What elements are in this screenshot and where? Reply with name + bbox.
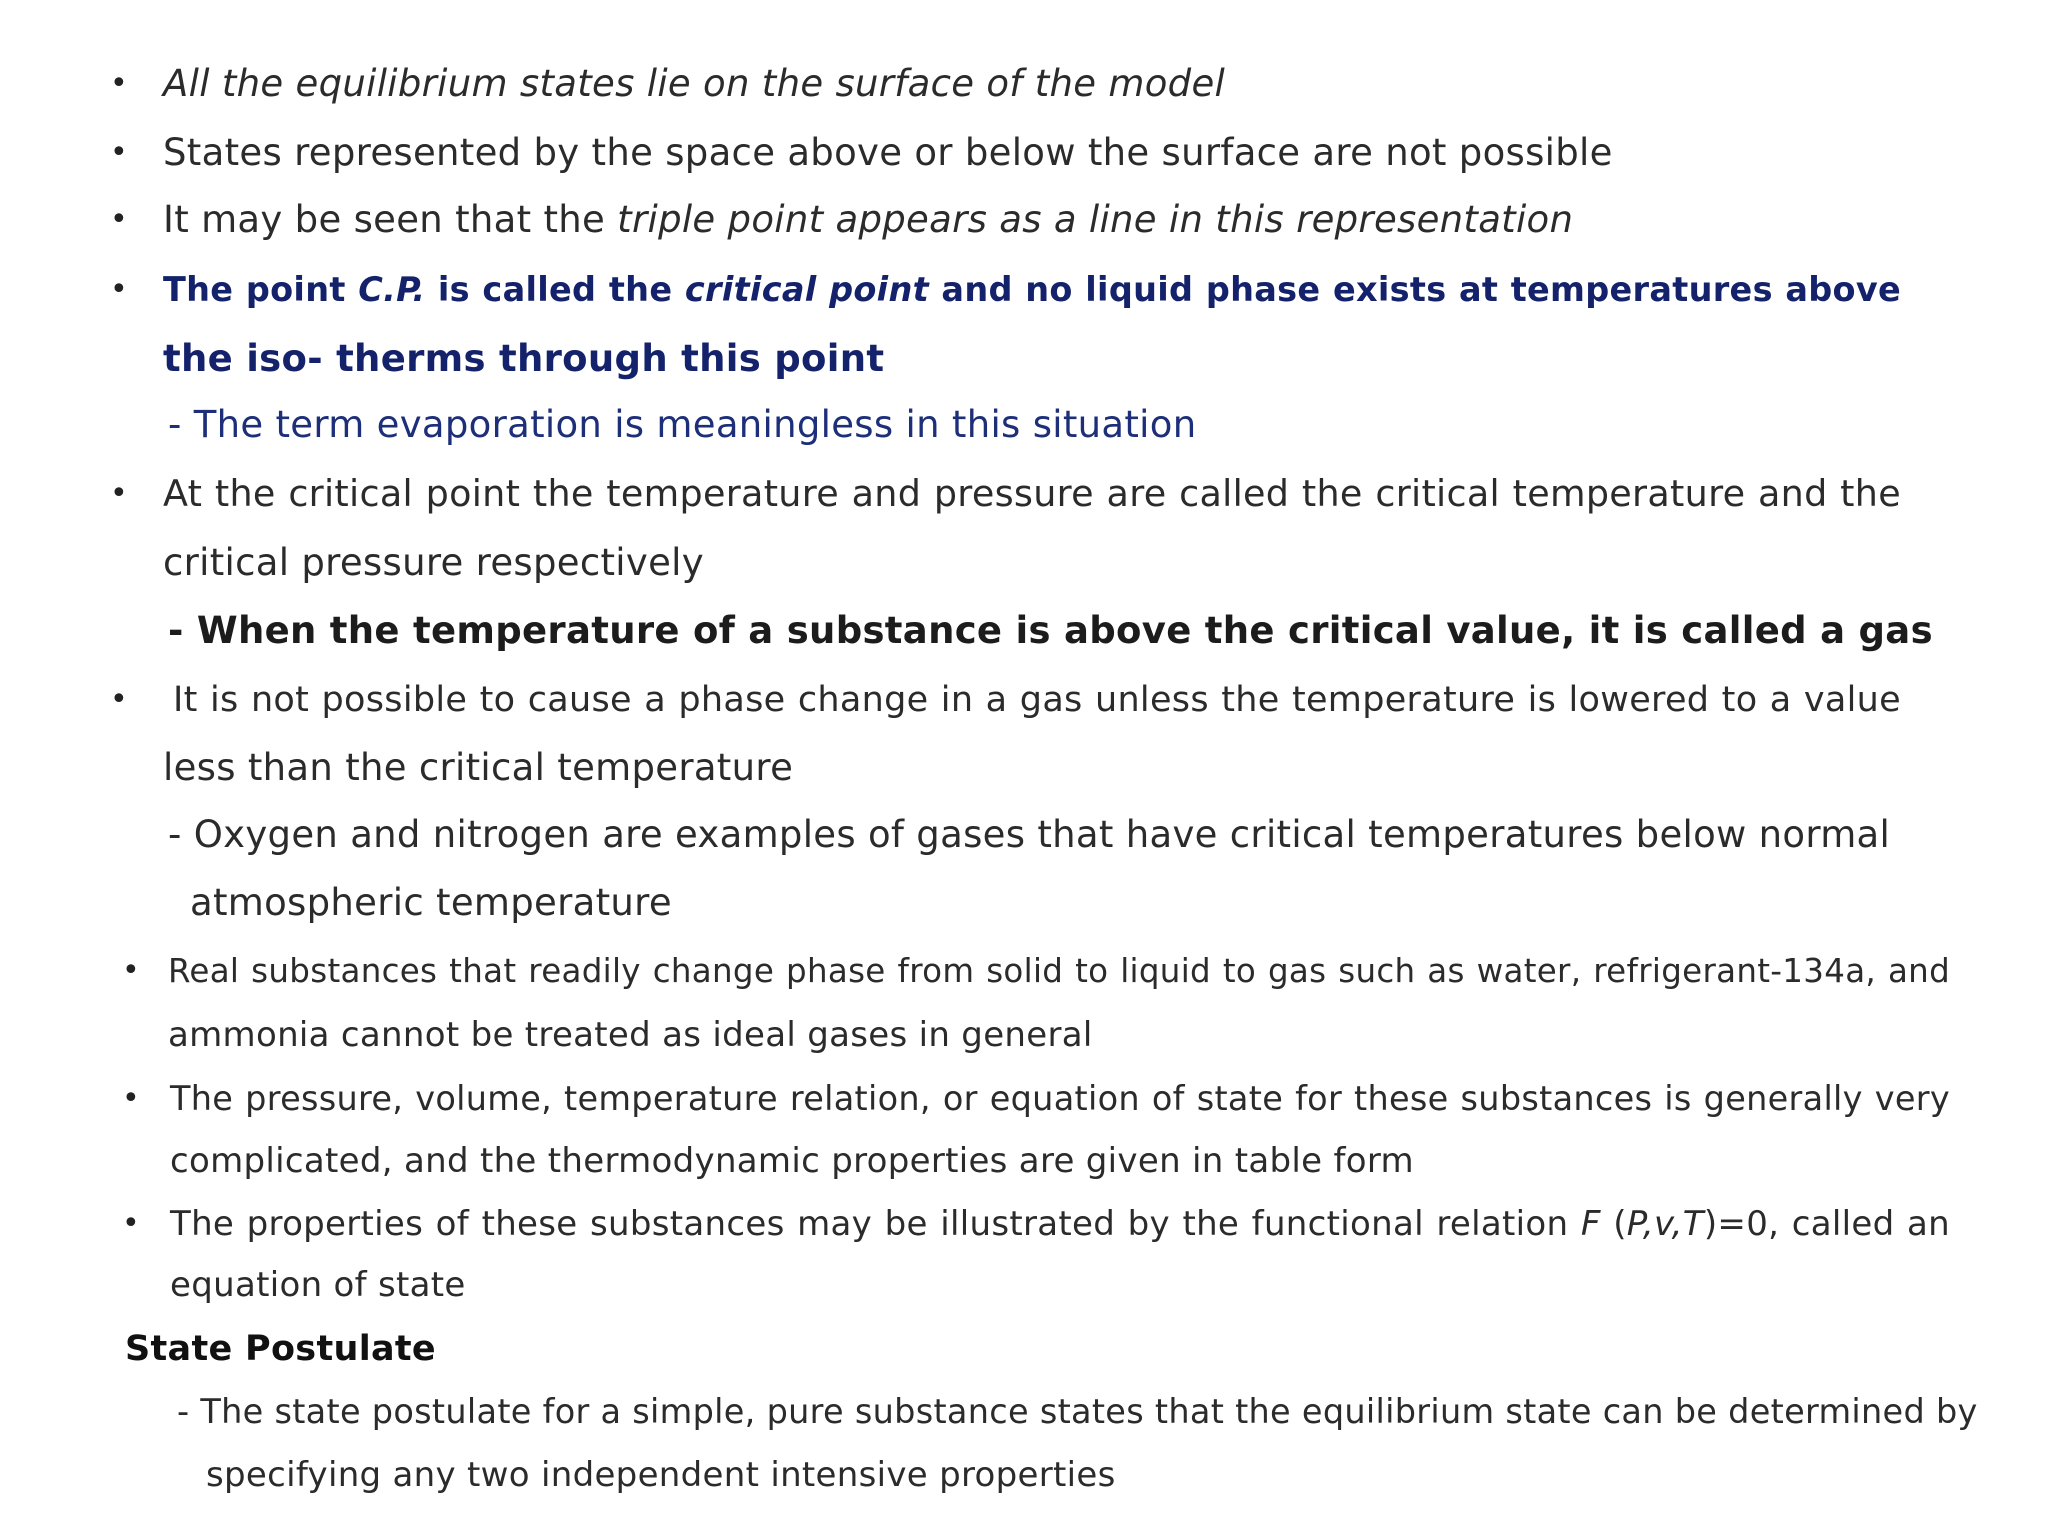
bullet-2-text: States represented by the space above or below the surface are not possible (163, 131, 1613, 174)
bullet-9-text-c: ( (1600, 1204, 1627, 1244)
bullet-9-line-1 (170, 1201, 1950, 1247)
bullet-4-line-2: the iso- therms through this point (163, 337, 885, 380)
bullet-8: • (122, 1081, 140, 1116)
bullet-1: • (110, 66, 128, 101)
bullet-4-text-e: and no liquid phase exists at temperatures above (928, 270, 1901, 309)
bullet-3-text (163, 197, 1573, 243)
bullet-4-text-d: critical point (684, 270, 929, 309)
bullet-9: • (122, 1206, 140, 1241)
bullet-9-line-2: equation of state (170, 1265, 466, 1305)
bullet-1-text: All the equilibrium states lie on the surface of the model (163, 62, 1226, 105)
bullet-8-line-1: The pressure, volume, temperature relation, or equation of state for these substances is generally very (170, 1079, 1950, 1118)
bullet-2: • (110, 135, 128, 170)
bullet-6-line-2: less than the critical temperature (163, 746, 794, 789)
bullet-4-text-b: C.P. (358, 270, 426, 309)
bullet-4-line-1 (163, 267, 1901, 313)
bullet-7: • (122, 953, 140, 988)
bullet-3-text-b: triple point appears as a line in this representation (617, 198, 1574, 241)
bullet-4: • (110, 272, 128, 307)
bullet-3: • (110, 202, 128, 237)
bullet-4-text-c: is called the (425, 270, 685, 309)
sub-point-4-line-2: specifying any two independent intensive properties (206, 1455, 1116, 1495)
section-heading: State Postulate (125, 1329, 436, 1369)
bullet-6: • (110, 682, 128, 717)
sub-point-4-line-1: - The state postulate for a simple, pure substance states that the equilibrium state can be determined by (177, 1392, 1978, 1431)
bullet-5: • (110, 476, 128, 511)
bullet-8-line-2: complicated, and the thermodynamic properties are given in table form (170, 1141, 1414, 1181)
bullet-5-line-2: critical pressure respectively (163, 541, 704, 584)
sub-point-2: - When the temperature of a substance is above the critical value, it is called a gas (168, 609, 1933, 652)
bullet-7-line-1: Real substances that readily change phase from solid to liquid to gas such as water, refrigerant-134a, and (168, 952, 1950, 990)
bullet-7-line-2: ammonia cannot be treated as ideal gases in general (168, 1015, 1093, 1055)
bullet-6-line-1: It is not possible to cause a phase change in a gas unless the temperature is lowered to a value (173, 680, 1901, 720)
sub-point-3-line-1: - Oxygen and nitrogen are examples of gases that have critical temperatures below normal (168, 813, 1891, 856)
bullet-9-text-d: P,v,T (1626, 1204, 1704, 1244)
bullet-4-text-a: The point (163, 270, 359, 309)
sub-point-1: - The term evaporation is meaningless in this situation (168, 403, 1197, 446)
bullet-9-text-e: )=0, called an (1703, 1204, 1950, 1244)
bullet-9-text-b: F (1580, 1204, 1601, 1244)
sub-point-3-line-2: atmospheric temperature (190, 881, 672, 924)
bullet-5-line-1: At the critical point the temperature and pressure are called the critical temperature and the (163, 472, 1901, 515)
bullet-9-text-a: The properties of these substances may be illustrated by the functional relation (170, 1204, 1581, 1244)
bullet-3-text-a: It may be seen that the (163, 198, 618, 241)
